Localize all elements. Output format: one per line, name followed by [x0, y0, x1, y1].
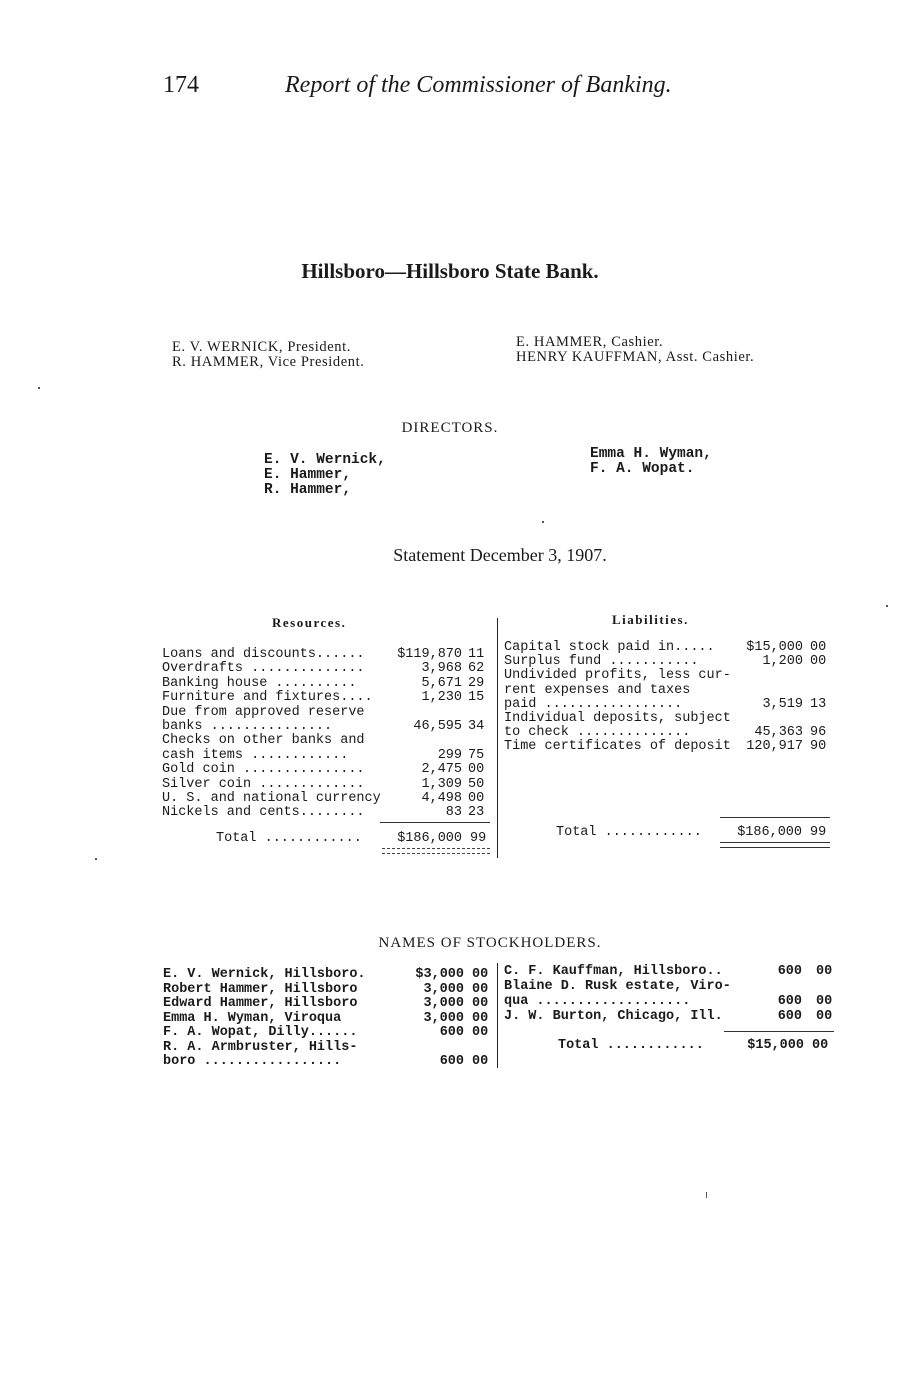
resources-row: [162, 648, 492, 662]
liabilities-label: Undivided profits, less cur-: [504, 668, 731, 684]
resources-cents: 23: [468, 805, 485, 821]
resources-row: [162, 749, 492, 763]
stockholder-left-dollars: 3,000: [423, 1010, 464, 1026]
resources-row: [162, 720, 492, 734]
liabilities-cents: 00: [810, 640, 827, 655]
page-number: 174: [163, 72, 199, 98]
resources-label: Banking house ..........: [162, 675, 357, 691]
stockholder-left-row: [163, 1026, 493, 1041]
stockholder-left-cents: 00: [472, 1010, 489, 1026]
resources-dollars: 2,475: [421, 762, 462, 778]
stockholders-total-dollars: $15,000: [747, 1038, 804, 1053]
resources-total-label: Total ............: [216, 831, 362, 846]
stockholder-left-dollars: 3,000: [423, 996, 464, 1011]
stockholder-right-label: Blaine D. Rusk estate, Viro-: [504, 979, 731, 994]
resources-label: Nickels and cents........: [162, 805, 365, 821]
resources-cents: 62: [468, 661, 485, 677]
stockholder-left-dollars: 3,000: [423, 981, 464, 997]
stockholder-right-cents: 00: [816, 1009, 833, 1024]
liabilities-label: Time certificates of deposit: [504, 739, 731, 755]
officer-cashier: E. HAMMER, Cashier.: [516, 334, 664, 350]
stockholder-right-label: J. W. Burton, Chicago, Ill.: [504, 1009, 723, 1024]
stockholders-title: NAMES OF STOCKHOLDERS.: [378, 935, 602, 951]
resources-cents: 50: [468, 776, 485, 792]
stockholder-left-label: E. V. Wernick, Hillsboro.: [163, 967, 366, 982]
resources-label: U. S. and national currency: [162, 791, 381, 806]
resources-heading: Resources.: [272, 615, 347, 630]
liabilities-cents: 13: [810, 696, 827, 712]
resources-label: Silver coin .............: [162, 776, 365, 792]
running-head: Report of the Commissioner of Banking.: [285, 72, 672, 98]
stockholder-right-dollars: 600: [777, 1009, 802, 1024]
resources-dollars: 1,309: [421, 776, 462, 792]
resources-row: [162, 763, 492, 777]
liabilities-row: [504, 684, 834, 698]
officer-vice-president: R. HAMMER, Vice President.: [172, 354, 365, 370]
stockholder-right-cents: 00: [816, 964, 833, 979]
resources-label: Gold coin ...............: [162, 762, 365, 778]
resources-cents: 15: [468, 690, 485, 706]
scan-speck: [886, 605, 888, 607]
resources-row: [162, 662, 492, 676]
stockholder-left-label: boro .................: [163, 1054, 342, 1069]
director-name: R. Hammer,: [264, 482, 352, 498]
stockholder-left-cents: 00: [472, 1054, 489, 1069]
liabilities-total-rule: [720, 817, 830, 818]
resources-cents: 29: [468, 675, 485, 691]
resources-label: banks ...............: [162, 719, 333, 734]
liabilities-cents: 00: [810, 654, 827, 670]
resources-dollars: 3,968: [421, 661, 462, 677]
stockholder-right-dollars: 600: [777, 964, 802, 979]
stockholder-left-row: [163, 983, 493, 998]
stockholder-left-cents: 00: [472, 981, 489, 997]
liabilities-label: Capital stock paid in.....: [504, 640, 715, 655]
balance-sheet-divider: [497, 618, 498, 858]
resources-total-rule: [380, 822, 490, 823]
resources-dollars: 83: [445, 805, 462, 821]
resources-label: Loans and discounts......: [162, 647, 365, 662]
resources-total-double-rule: [382, 848, 490, 854]
liabilities-dollars: 45,363: [754, 725, 803, 741]
directors-left: [264, 453, 386, 498]
resources-row: [162, 677, 492, 691]
resources-cents: 11: [468, 647, 485, 662]
resources-row: [162, 806, 492, 820]
resources-dollars: $119,870: [397, 647, 462, 662]
stockholder-right-row: [504, 965, 834, 980]
stockholder-left-label: F. A. Wopat, Dilly......: [163, 1025, 358, 1040]
stockholder-left-row: [163, 1012, 493, 1027]
resources-dollars: 5,671: [421, 675, 462, 691]
resources-dollars: 46,595: [413, 719, 462, 734]
liabilities-dollars: 3,519: [762, 696, 803, 712]
stockholder-left-row: [163, 1055, 493, 1070]
resources-cents: 34: [468, 719, 485, 734]
liabilities-row: [504, 655, 834, 669]
officer-president: E. V. WERNICK, President.: [172, 339, 351, 355]
stockholders-right-table: [504, 965, 834, 1035]
liabilities-label: Individual deposits, subject: [504, 711, 731, 726]
liabilities-row: [504, 641, 834, 655]
resources-dollars: 299: [437, 747, 462, 763]
directors-title: DIRECTORS.: [401, 420, 499, 436]
resources-cents: 75: [468, 747, 485, 763]
liabilities-total-double-rule: [720, 842, 830, 848]
resources-label: Furniture and fixtures....: [162, 690, 373, 706]
stockholder-right-row: [504, 980, 834, 995]
resources-total-dollars: $186,000: [397, 831, 462, 846]
resources-label: cash items ............: [162, 747, 349, 763]
scan-speck: [706, 1192, 707, 1198]
officer-asst-cashier: HENRY KAUFFMAN, Asst. Cashier.: [516, 349, 755, 365]
statement-title: Statement December 3, 1907.: [393, 545, 607, 565]
resources-row: [162, 734, 492, 748]
stockholders-total-label: Total ............: [558, 1038, 704, 1053]
scan-speck: [542, 521, 544, 523]
liabilities-row: [504, 726, 834, 740]
liabilities-label: rent expenses and taxes: [504, 682, 691, 698]
scan-speck: [95, 858, 97, 860]
stockholder-left-cents: 00: [472, 967, 489, 982]
officers-left: [172, 340, 364, 370]
liabilities-total-dollars: $186,000: [737, 825, 802, 840]
liabilities-label: to check ..............: [504, 725, 691, 741]
resources-label: Checks on other banks and: [162, 733, 365, 749]
liabilities-label: paid .................: [504, 696, 683, 712]
bank-title: Hillsboro—Hillsboro State Bank.: [301, 259, 599, 283]
resources-dollars: 4,498: [421, 791, 462, 806]
liabilities-row: [504, 698, 834, 712]
stockholder-left-row: [163, 997, 493, 1012]
liabilities-total-cents: 99: [810, 825, 827, 840]
resources-row: [162, 792, 492, 806]
officers-right: [516, 335, 754, 365]
director-name: E. Hammer,: [264, 467, 352, 483]
liabilities-heading: Liabilities.: [612, 612, 689, 627]
stockholders-left-table: [163, 968, 493, 1078]
liabilities-dollars: 120,917: [746, 739, 803, 755]
resources-row: [162, 691, 492, 705]
resources-dollars: 1,230: [421, 690, 462, 706]
director-name: E. V. Wernick,: [264, 452, 386, 468]
liabilities-row: [504, 712, 834, 726]
stockholder-left-label: R. A. Armbruster, Hills-: [163, 1039, 358, 1055]
liabilities-dollars: $15,000: [746, 640, 803, 655]
stockholder-left-cents: 00: [472, 996, 489, 1011]
stockholder-left-dollars: 600: [439, 1025, 464, 1040]
liabilities-cents: 90: [810, 739, 827, 755]
liabilities-row: [504, 669, 834, 683]
director-name: F. A. Wopat.: [590, 461, 695, 477]
stockholder-left-row: [163, 968, 493, 983]
directors-right: [590, 447, 712, 477]
stockholder-left-label: Edward Hammer, Hillsboro: [163, 996, 358, 1011]
stockholder-left-row: [163, 1041, 493, 1056]
stockholder-right-cents: 00: [816, 994, 833, 1009]
resources-total-cents: 99: [470, 831, 487, 846]
stockholders-divider: [497, 963, 498, 1068]
resources-table: [162, 648, 492, 828]
resources-cents: 00: [468, 791, 485, 806]
liabilities-cents: 96: [810, 725, 827, 741]
director-name: Emma H. Wyman,: [590, 446, 712, 462]
stockholder-right-row: [504, 995, 834, 1010]
resources-cents: 00: [468, 762, 485, 778]
resources-row: [162, 706, 492, 720]
resources-label: Overdrafts ..............: [162, 661, 365, 677]
scan-speck: [38, 387, 40, 389]
stockholder-right-dollars: 600: [777, 994, 802, 1009]
liabilities-row: [504, 740, 834, 754]
liabilities-dollars: 1,200: [762, 654, 803, 670]
resources-row: [162, 778, 492, 792]
stockholders-total-rule: [724, 1031, 834, 1032]
stockholder-left-cents: 00: [472, 1025, 489, 1040]
stockholder-right-label: qua ...................: [504, 994, 691, 1009]
stockholder-left-label: Emma H. Wyman, Viroqua: [163, 1010, 342, 1026]
stockholder-left-dollars: 600: [439, 1054, 464, 1069]
stockholder-left-label: Robert Hammer, Hillsboro: [163, 981, 358, 997]
liabilities-total-label: Total ............: [556, 825, 702, 840]
liabilities-table: [504, 641, 834, 781]
liabilities-label: Surplus fund ...........: [504, 654, 699, 670]
stockholder-left-dollars: $3,000: [415, 967, 464, 982]
stockholder-right-row: [504, 1010, 834, 1025]
stockholder-right-label: C. F. Kauffman, Hillsboro..: [504, 964, 723, 979]
stockholders-total-cents: 00: [812, 1038, 829, 1053]
resources-label: Due from approved reserve: [162, 704, 365, 720]
